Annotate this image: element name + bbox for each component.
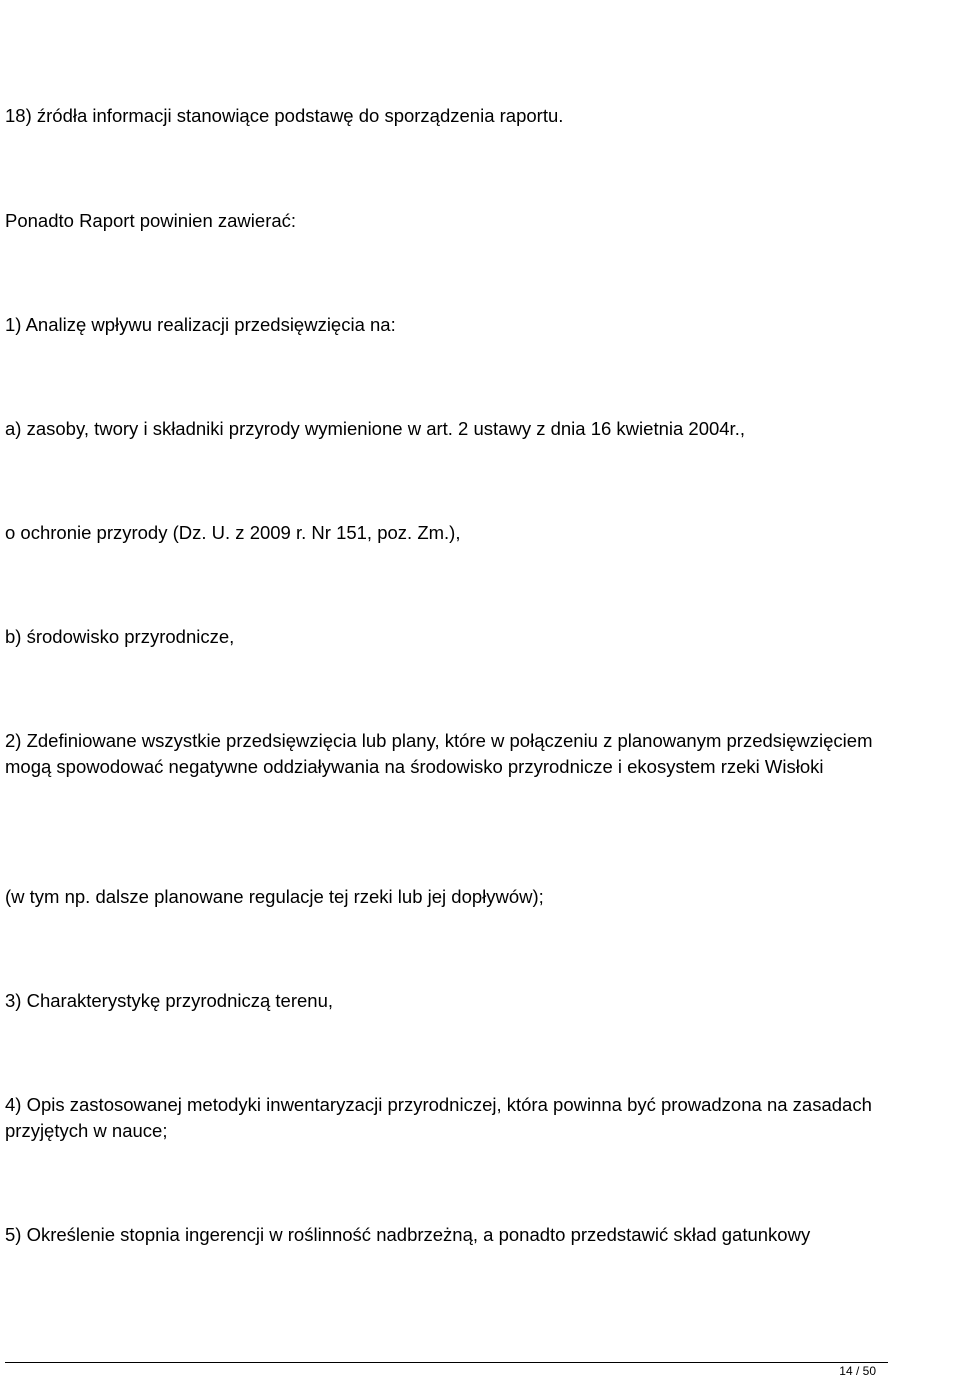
- paragraph-report-contents: Ponadto Raport powinien zawierać:: [5, 210, 297, 231]
- paragraph-item-2: 2) Zdefiniowane wszystkie przedsięwzięcia lub plany, które w połączeniu z planowanym przedsięwzięciem mogą spowodować negatywne oddziaływania na środowisko przyrodnicze i ekosystem rzeki Wisłoki: [5, 730, 873, 777]
- paragraph-item-4: 4) Opis zastosowanej metodyki inwentaryzacji przyrodniczej, która powinna być prowadzona na zasadach przyjętych w nauce;: [5, 1094, 872, 1141]
- page-number: 14 / 50: [839, 1364, 876, 1378]
- paragraph-sources: 18) źródła informacji stanowiące podstawę do sporządzenia raportu.: [5, 105, 564, 126]
- paragraph-impact-analysis: 1) Analizę wpływu realizacji przedsięwzięcia na:: [5, 314, 396, 335]
- paragraph-nature-protection: o ochronie przyrody (Dz. U. z 2009 r. Nr 151, poz. Zm.),: [5, 522, 461, 543]
- paragraph-regulations: (w tym np. dalsze planowane regulacje tej rzeki lub jej dopływów);: [5, 886, 544, 907]
- footer-divider: [5, 1362, 888, 1363]
- paragraph-item-a: a) zasoby, twory i składniki przyrody wymienione w art. 2 ustawy z dnia 16 kwietnia 2004r.,: [5, 418, 745, 439]
- paragraph-item-b: b) środowisko przyrodnicze,: [5, 626, 235, 647]
- paragraph-item-3: 3) Charakterystykę przyrodniczą terenu,: [5, 990, 333, 1011]
- paragraph-item-5: 5) Określenie stopnia ingerencji w roślinność nadbrzeżną, a ponadto przedstawić skład gatunkowy: [5, 1224, 811, 1245]
